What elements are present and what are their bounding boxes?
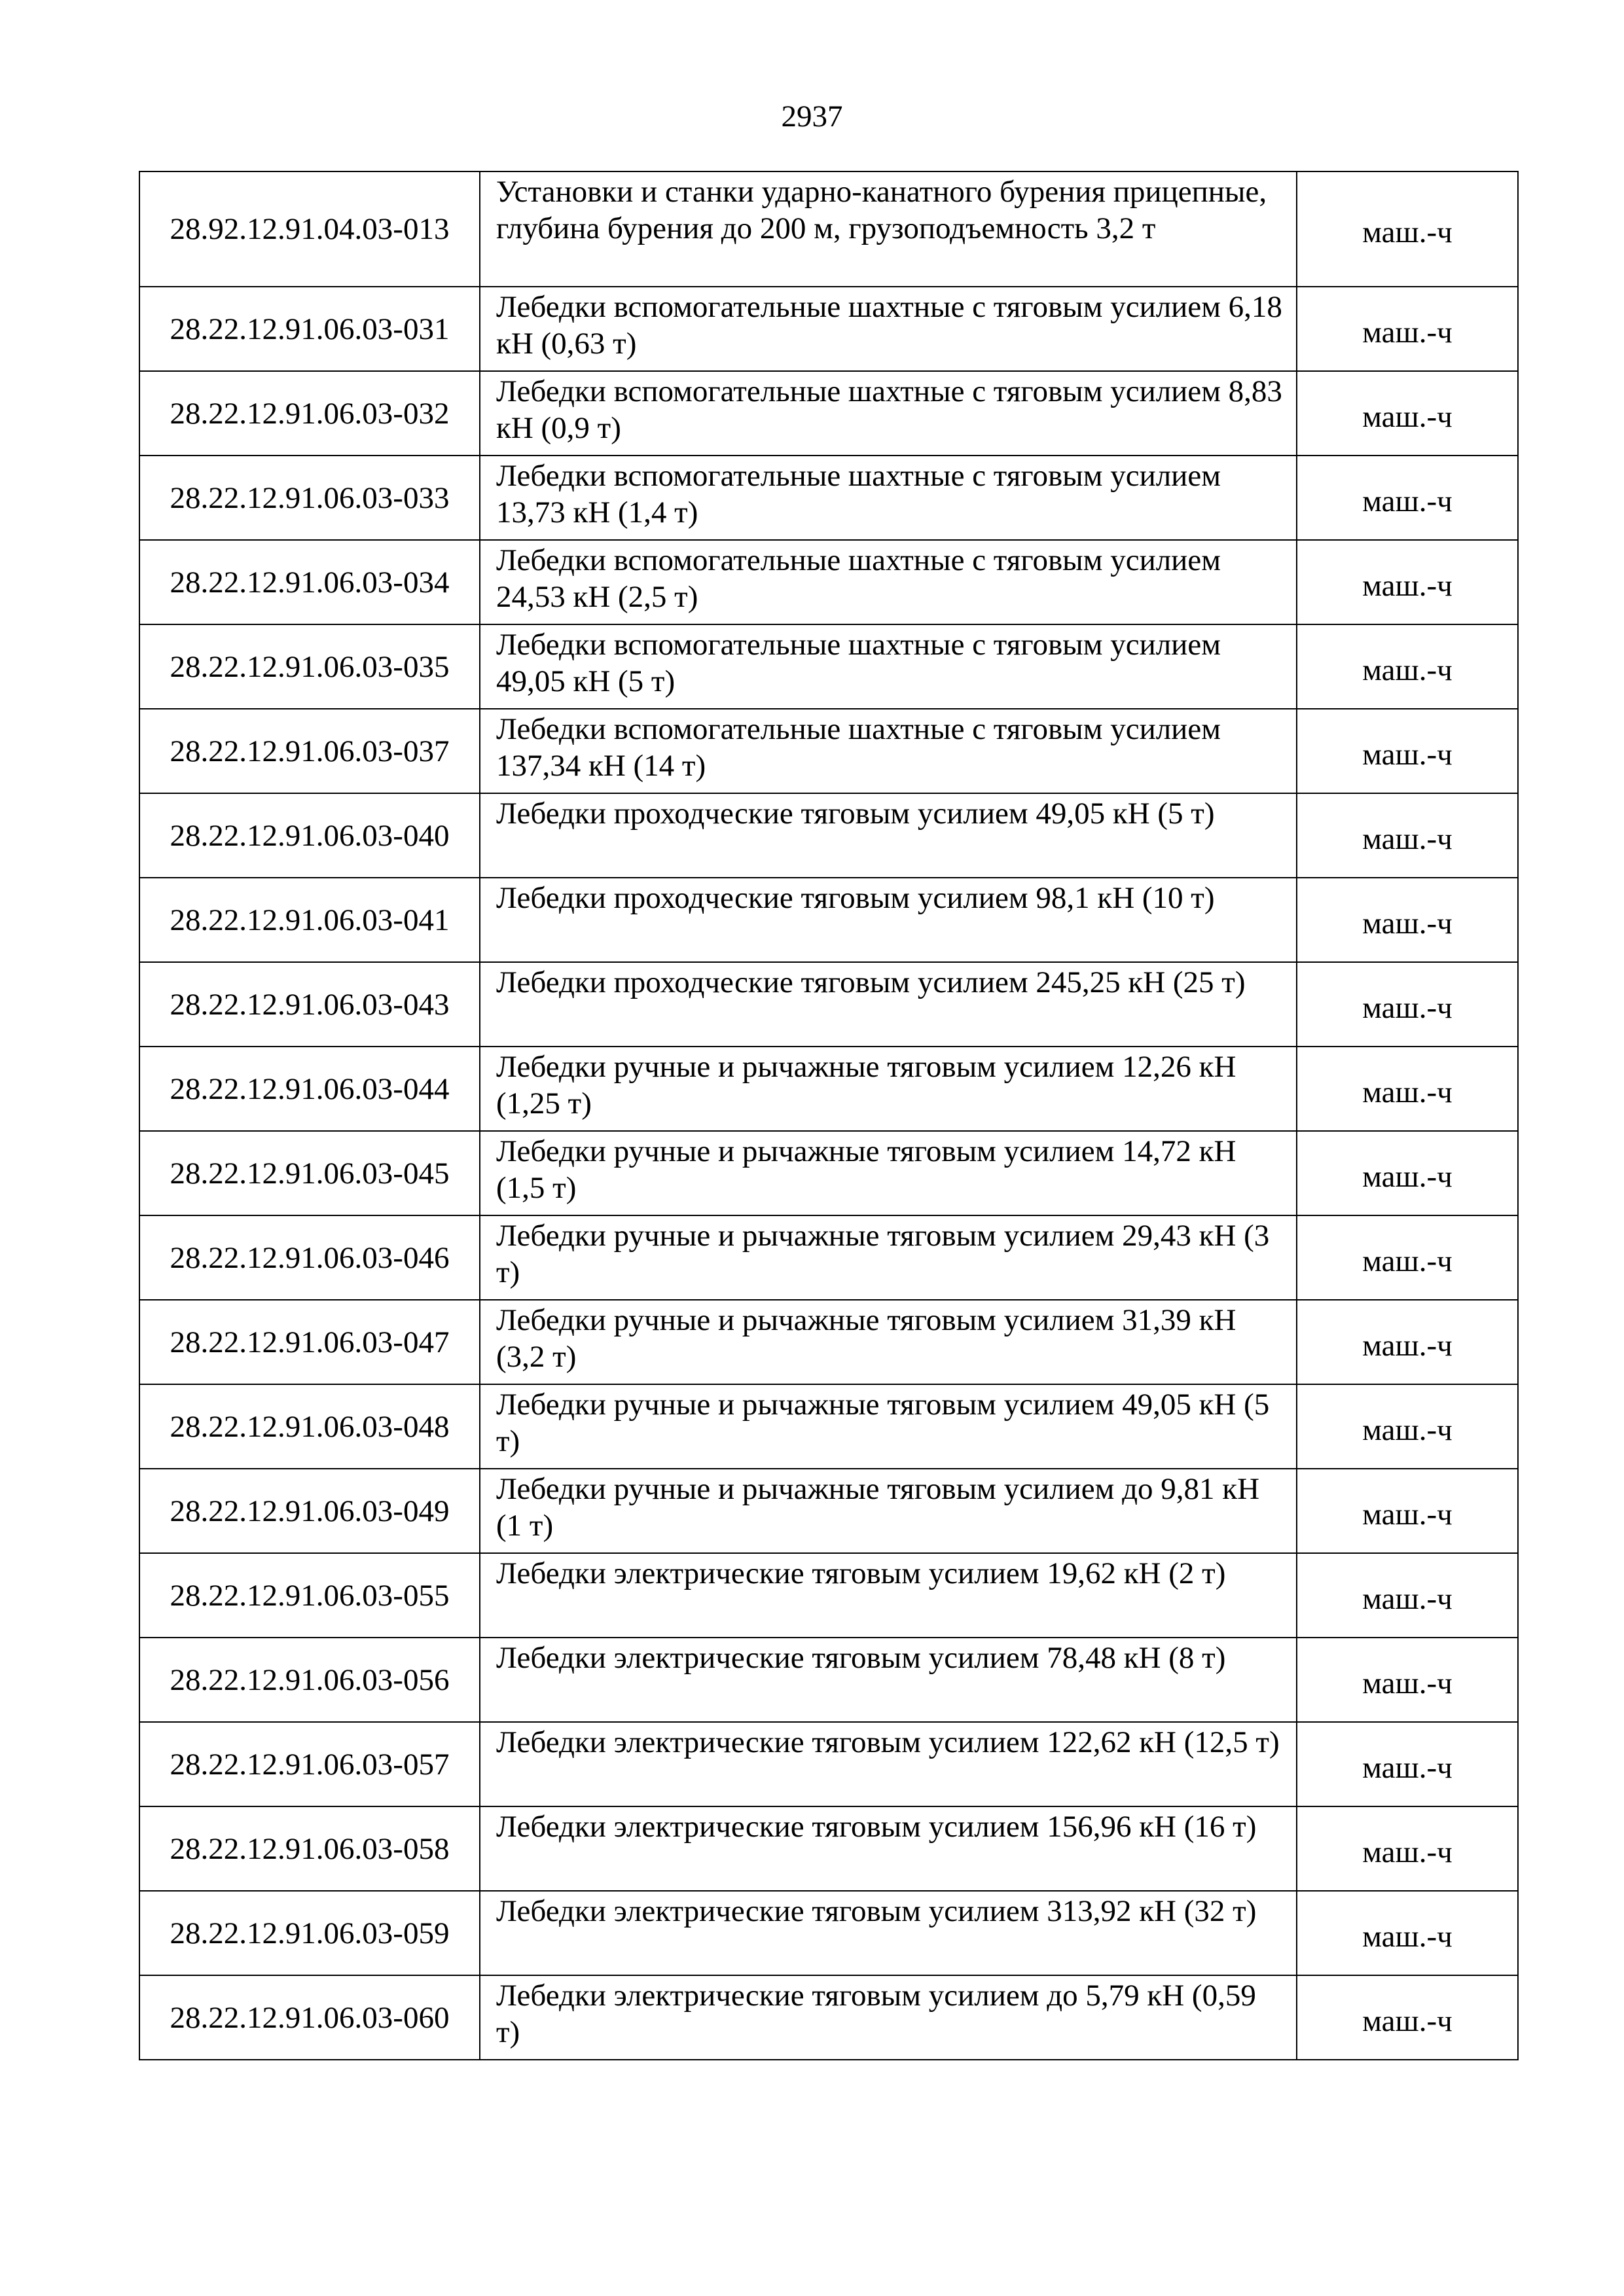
table-row	[139, 1806, 1518, 1891]
resource-description: Лебедки вспомогательные шахтные с тяговым усилием 6,18 кН (0,63 т)	[480, 287, 1297, 371]
resource-description: Лебедки вспомогательные шахтные с тяговым усилием 137,34 кН (14 т)	[480, 709, 1297, 793]
resource-description: Лебедки ручные и рычажные тяговым усилием 49,05 кН (5 т)	[480, 1384, 1297, 1469]
resource-unit: маш.-ч	[1297, 1891, 1518, 1975]
table-row	[139, 1975, 1518, 2060]
resource-code: 28.22.12.91.06.03-040	[139, 793, 480, 878]
resource-code: 28.22.12.91.06.03-058	[139, 1806, 480, 1891]
resource-code: 28.22.12.91.06.03-045	[139, 1131, 480, 1215]
resource-unit: маш.-ч	[1297, 456, 1518, 540]
resource-unit: маш.-ч	[1297, 793, 1518, 878]
resource-description: Лебедки вспомогательные шахтные с тяговым усилием 13,73 кН (1,4 т)	[480, 456, 1297, 540]
resource-unit: маш.-ч	[1297, 624, 1518, 709]
resource-unit: маш.-ч	[1297, 371, 1518, 456]
table-row	[139, 1300, 1518, 1384]
resource-code: 28.22.12.91.06.03-060	[139, 1975, 480, 2060]
resource-description: Лебедки ручные и рычажные тяговым усилием 14,72 кН (1,5 т)	[480, 1131, 1297, 1215]
resource-unit: маш.-ч	[1297, 1806, 1518, 1891]
table-row	[139, 878, 1518, 962]
table-row	[139, 1131, 1518, 1215]
resource-code: 28.22.12.91.06.03-037	[139, 709, 480, 793]
resource-description: Лебедки проходческие тяговым усилием 49,05 кН (5 т)	[480, 793, 1297, 878]
resource-description: Лебедки ручные и рычажные тяговым усилием 12,26 кН (1,25 т)	[480, 1047, 1297, 1131]
page-number: 2937	[781, 99, 843, 134]
resource-unit: маш.-ч	[1297, 1215, 1518, 1300]
table-row	[139, 1553, 1518, 1638]
resource-unit: маш.-ч	[1297, 962, 1518, 1047]
table-row	[139, 1384, 1518, 1469]
table-row	[139, 624, 1518, 709]
resource-code: 28.22.12.91.06.03-041	[139, 878, 480, 962]
resource-code: 28.22.12.91.06.03-035	[139, 624, 480, 709]
resource-unit: маш.-ч	[1297, 1300, 1518, 1384]
table-row	[139, 709, 1518, 793]
resource-unit: маш.-ч	[1297, 1384, 1518, 1469]
table-row	[139, 1047, 1518, 1131]
resource-description: Лебедки электрические тяговым усилием 122,62 кН (12,5 т)	[480, 1722, 1297, 1806]
table-row	[139, 1891, 1518, 1975]
table-row	[139, 1722, 1518, 1806]
table-row	[139, 962, 1518, 1047]
resource-code: 28.22.12.91.06.03-048	[139, 1384, 480, 1469]
table-row	[139, 1638, 1518, 1722]
table-row	[139, 1215, 1518, 1300]
resource-code: 28.22.12.91.06.03-056	[139, 1638, 480, 1722]
resource-unit: маш.-ч	[1297, 1131, 1518, 1215]
table-row	[139, 1469, 1518, 1553]
resource-description: Лебедки вспомогательные шахтные с тяговым усилием 24,53 кН (2,5 т)	[480, 540, 1297, 624]
resource-unit: маш.-ч	[1297, 1047, 1518, 1131]
resource-code: 28.22.12.91.06.03-057	[139, 1722, 480, 1806]
resource-description: Лебедки проходческие тяговым усилием 245,25 кН (25 т)	[480, 962, 1297, 1047]
table-row	[139, 540, 1518, 624]
table-body	[139, 171, 1518, 2060]
resource-description: Лебедки ручные и рычажные тяговым усилием 31,39 кН (3,2 т)	[480, 1300, 1297, 1384]
resource-unit: маш.-ч	[1297, 1975, 1518, 2060]
resource-code: 28.22.12.91.06.03-059	[139, 1891, 480, 1975]
resource-description: Лебедки вспомогательные шахтные с тяговым усилием 8,83 кН (0,9 т)	[480, 371, 1297, 456]
resource-code: 28.22.12.91.06.03-047	[139, 1300, 480, 1384]
resource-unit: маш.-ч	[1297, 287, 1518, 371]
table-row	[139, 171, 1518, 287]
resource-table	[139, 171, 1519, 2060]
resource-code: 28.22.12.91.06.03-034	[139, 540, 480, 624]
resource-code: 28.22.12.91.06.03-031	[139, 287, 480, 371]
resource-description: Установки и станки ударно-канатного бурения прицепные, глубина бурения до 200 м, грузоподъемность 3,2 т	[480, 171, 1297, 287]
resource-unit: маш.-ч	[1297, 540, 1518, 624]
resource-code: 28.22.12.91.06.03-055	[139, 1553, 480, 1638]
resource-code: 28.22.12.91.06.03-032	[139, 371, 480, 456]
resource-unit: маш.-ч	[1297, 1553, 1518, 1638]
resource-unit: маш.-ч	[1297, 1469, 1518, 1553]
resource-description: Лебедки ручные и рычажные тяговым усилием 29,43 кН (3 т)	[480, 1215, 1297, 1300]
resource-unit: маш.-ч	[1297, 171, 1518, 287]
resource-unit: маш.-ч	[1297, 1722, 1518, 1806]
resource-code: 28.92.12.91.04.03-013	[139, 171, 480, 287]
resource-code: 28.22.12.91.06.03-043	[139, 962, 480, 1047]
resource-description: Лебедки электрические тяговым усилием 19,62 кН (2 т)	[480, 1553, 1297, 1638]
table-row	[139, 287, 1518, 371]
resource-description: Лебедки ручные и рычажные тяговым усилием до 9,81 кН (1 т)	[480, 1469, 1297, 1553]
resource-code: 28.22.12.91.06.03-049	[139, 1469, 480, 1553]
resource-description: Лебедки электрические тяговым усилием до 5,79 кН (0,59 т)	[480, 1975, 1297, 2060]
resource-description: Лебедки вспомогательные шахтные с тяговым усилием 49,05 кН (5 т)	[480, 624, 1297, 709]
resource-description: Лебедки проходческие тяговым усилием 98,1 кН (10 т)	[480, 878, 1297, 962]
table-row	[139, 456, 1518, 540]
table-row	[139, 793, 1518, 878]
resource-unit: маш.-ч	[1297, 709, 1518, 793]
table-row	[139, 371, 1518, 456]
resource-code: 28.22.12.91.06.03-046	[139, 1215, 480, 1300]
resource-description: Лебедки электрические тяговым усилием 156,96 кН (16 т)	[480, 1806, 1297, 1891]
resource-description: Лебедки электрические тяговым усилием 78,48 кН (8 т)	[480, 1638, 1297, 1722]
resource-code: 28.22.12.91.06.03-044	[139, 1047, 480, 1131]
resource-unit: маш.-ч	[1297, 878, 1518, 962]
resource-description: Лебедки электрические тяговым усилием 313,92 кН (32 т)	[480, 1891, 1297, 1975]
resource-unit: маш.-ч	[1297, 1638, 1518, 1722]
resource-code: 28.22.12.91.06.03-033	[139, 456, 480, 540]
